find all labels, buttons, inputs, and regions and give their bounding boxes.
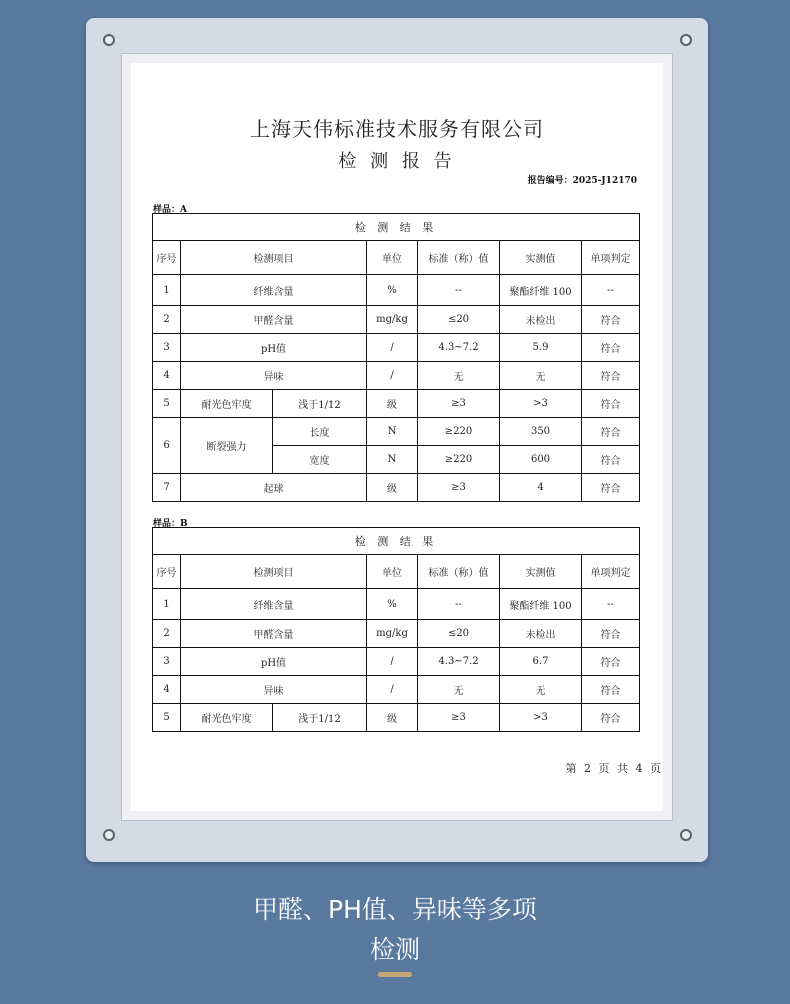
cell-unit: mg/kg [367,306,418,334]
cell-standard: -- [418,275,500,306]
table-row [153,390,640,418]
table-row [153,589,640,620]
report-frame [86,18,708,862]
cell-unit: % [367,589,418,620]
frame-mat [121,53,673,821]
cell-no: 2 [153,620,181,648]
sample-a-table [152,213,640,502]
table-row [153,418,640,446]
cell-no: 5 [153,704,181,732]
cell-item: 异味 [181,362,367,390]
cell-judgment: 符合 [582,362,640,390]
header-unit: 单位 [367,241,418,275]
cell-standard: 4.3~7.2 [418,648,500,676]
cell-judgment: 符合 [582,390,640,418]
cell-item: 起球 [181,474,367,502]
table-row [153,704,640,732]
cell-no: 5 [153,390,181,418]
cell-subitem: 宽度 [273,446,367,474]
cell-unit: N [367,446,418,474]
cell-judgment: 符合 [582,446,640,474]
cell-standard: ≥3 [418,390,500,418]
cell-standard: 无 [418,676,500,704]
cell-item: pH值 [181,648,367,676]
cell-standard: ≥220 [418,418,500,446]
cell-unit: 级 [367,390,418,418]
cell-measured: 聚酯纤维 100 [500,275,582,306]
report-number: 报告编号：2025-J12170 [527,176,637,186]
cell-subitem: 浅于1/12 [273,704,367,732]
cell-measured: 未检出 [500,620,582,648]
cell-item: 甲醛含量 [181,306,367,334]
header-item: 检测项目 [181,555,367,589]
cell-item: 耐光色牢度 [181,390,273,418]
cell-measured: 无 [500,676,582,704]
cell-no: 3 [153,648,181,676]
cell-no: 1 [153,275,181,306]
cell-unit: N [367,418,418,446]
table-row [153,306,640,334]
cell-no: 3 [153,334,181,362]
screw-icon [103,34,115,46]
table-row [153,676,640,704]
cell-standard: ≤20 [418,306,500,334]
cell-no: 7 [153,474,181,502]
cell-judgment: 符合 [582,620,640,648]
cell-no: 2 [153,306,181,334]
cell-unit: 级 [367,474,418,502]
caption-line-2: 检测 [369,935,420,964]
header-item: 检测项目 [181,241,367,275]
cell-subitem: 浅于1/12 [273,390,367,418]
cell-judgment: 符合 [582,648,640,676]
cell-judgment: -- [582,589,640,620]
table-row [153,474,640,502]
sample-b-table [152,527,640,732]
cell-standard: 4.3~7.2 [418,334,500,362]
cell-judgment: 符合 [582,676,640,704]
cell-item: 异味 [181,676,367,704]
cell-standard: ≤20 [418,620,500,648]
cell-measured: 600 [500,446,582,474]
header-seq: 序号 [153,555,181,589]
screw-icon [103,829,115,841]
company-name: 上海天伟标准技术服务有限公司 [250,117,544,141]
cell-standard: ≥3 [418,704,500,732]
accent-bar [378,972,412,977]
cell-judgment: 符合 [582,704,640,732]
header-unit: 单位 [367,555,418,589]
report-paper [131,63,663,811]
cell-unit: / [367,362,418,390]
cell-item: 纤维含量 [181,275,367,306]
screw-icon [680,829,692,841]
header-seq: 序号 [153,241,181,275]
cell-item: 纤维含量 [181,589,367,620]
table-row [153,620,640,648]
table-row [153,362,640,390]
result-title: 检 测 结 果 [153,528,640,555]
cell-unit: mg/kg [367,620,418,648]
cell-no: 1 [153,589,181,620]
cell-unit: % [367,275,418,306]
cell-measured: 未检出 [500,306,582,334]
cell-no: 4 [153,676,181,704]
cell-item: pH值 [181,334,367,362]
cell-item: 甲醛含量 [181,620,367,648]
cell-unit: / [367,676,418,704]
cell-measured: 350 [500,418,582,446]
cell-subitem: 长度 [273,418,367,446]
report-title: 检 测 报 告 [338,151,456,172]
sample-b-label: 样品：B [153,519,188,529]
header-standard: 标准（称）值 [418,555,500,589]
cell-measured: 聚酯纤维 100 [500,589,582,620]
cell-judgment: -- [582,275,640,306]
cell-standard: -- [418,589,500,620]
cell-unit: / [367,648,418,676]
cell-standard: ≥3 [418,474,500,502]
cell-unit: / [367,334,418,362]
caption-line-1: 甲醛、PH值、异味等多项 [253,895,537,924]
cell-measured: 无 [500,362,582,390]
table-row [153,648,640,676]
table-row [153,334,640,362]
cell-measured: 5.9 [500,334,582,362]
cell-measured: >3 [500,390,582,418]
header-standard: 标准（称）值 [418,241,500,275]
cell-measured: 4 [500,474,582,502]
header-judgment: 单项判定 [582,555,640,589]
cell-no: 6 [153,418,181,474]
table-row [153,275,640,306]
cell-standard: 无 [418,362,500,390]
cell-no: 4 [153,362,181,390]
cell-item: 耐光色牢度 [181,704,273,732]
header-measured: 实测值 [500,241,582,275]
cell-judgment: 符合 [582,474,640,502]
cell-measured: 6.7 [500,648,582,676]
page-number: 第 2 页 共 4 页 [565,762,663,775]
cell-judgment: 符合 [582,306,640,334]
result-title: 检 测 结 果 [153,214,640,241]
header-measured: 实测值 [500,555,582,589]
cell-unit: 级 [367,704,418,732]
header-judgment: 单项判定 [582,241,640,275]
cell-standard: ≥220 [418,446,500,474]
cell-judgment: 符合 [582,418,640,446]
screw-icon [680,34,692,46]
cell-judgment: 符合 [582,334,640,362]
cell-measured: >3 [500,704,582,732]
sample-a-label: 样品：A [153,205,187,215]
cell-item: 断裂强力 [181,418,273,474]
